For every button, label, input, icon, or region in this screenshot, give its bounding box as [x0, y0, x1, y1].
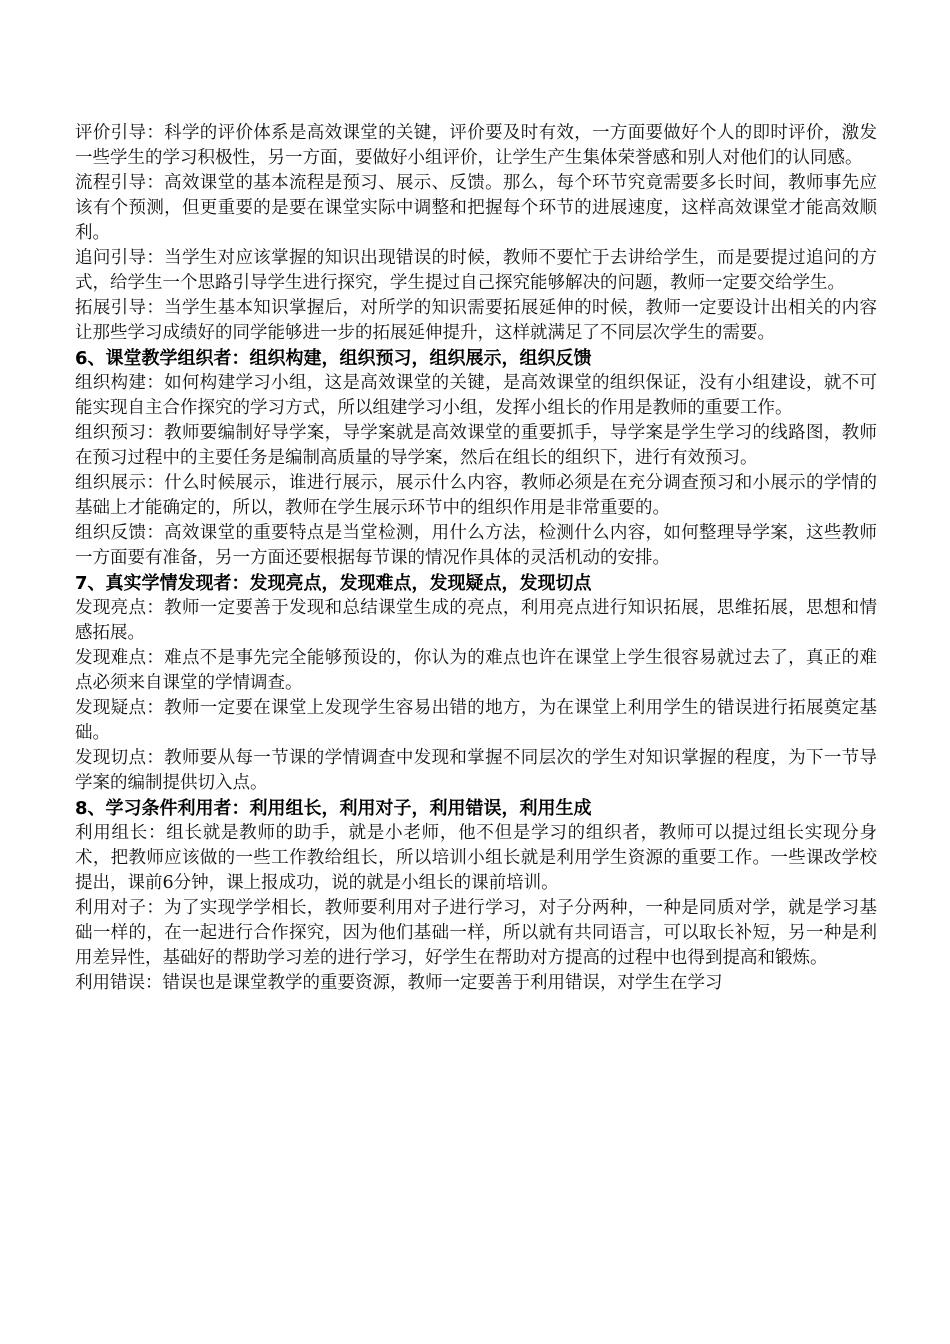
paragraph-use-pairs: 利用对子：为了实现学学相长，教师要利用对子进行学习，对子分两种，一种是同质对学，就是学习基础一样的，在一起进行合作探究，因为他们基础一样，所以就有共同语言，可以取长补短，另一种是利用差异性，基础好的帮助学习差的进行学习，好学生在帮助对方提高的过程中也得到提高和锻炼。	[75, 898, 877, 968]
paragraph-process-guidance: 流程引导：高效课堂的基本流程是预习、展示、反馈。那么，每个环节究竟需要多长时间，教师事先应该有个预测，但更重要的是要在课堂实际中调整和把握每个环节的进展速度，这样高效课堂才能高效顺利。	[75, 173, 877, 243]
paragraph-organize-preview: 组织预习：教师要编制好导学案，导学案就是高效课堂的重要抓手，导学案是学生学习的线路图，教师在预习过程中的主要任务是编制高质量的导学案，然后在组长的组织下，进行有效预习。	[75, 423, 877, 468]
paragraph-discover-doubts: 发现疑点：教师一定要在课堂上发现学生容易出错的地方，为在课堂上利用学生的错误进行拓展奠定基础。	[75, 698, 877, 743]
paragraph-organize-presentation: 组织展示：什么时候展示，谁进行展示，展示什么内容，教师必须是在充分调查预习和小展示的学情的基础上才能确定的，所以，教师在学生展示环节中的组织作用是非常重要的。	[75, 473, 877, 518]
paragraph-evaluation-guidance: 评价引导：科学的评价体系是高效课堂的关键，评价要及时有效，一方面要做好个人的即时评价，激发一些学生的学习积极性，另一方面，要做好小组评价，让学生产生集体荣誉感和别人对他们的认同感。	[75, 123, 877, 168]
paragraph-discover-highlights: 发现亮点：教师一定要善于发现和总结课堂生成的亮点，利用亮点进行知识拓展，思维拓展，思想和情感拓展。	[75, 598, 877, 643]
paragraph-organize-construction: 组织构建：如何构建学习小组，这是高效课堂的关键，是高效课堂的组织保证，没有小组建设，就不可能实现自主合作探究的学习方式，所以组建学习小组，发挥小组长的作用是教师的重要工作。	[75, 373, 877, 418]
section-heading-8: 8、学习条件利用者：利用组长，利用对子，利用错误，利用生成	[75, 798, 592, 819]
paragraph-use-group-leaders: 利用组长：组长就是教师的助手，就是小老师，他不但是学习的组织者，教师可以提过组长实现分身术，把教师应该做的一些工作教给组长，所以培训小组长就是利用学生资源的重要工作。一些课改学校提出，课前6分钟，课上报成功，说的就是小组长的课前培训。	[75, 823, 877, 893]
paragraph-organize-feedback: 组织反馈：高效课堂的重要特点是当堂检测，用什么方法，检测什么内容，如何整理导学案，这些教师一方面要有准备，另一方面还要根据每节课的情况作具体的灵活机动的安排。	[75, 523, 877, 568]
document-page	[75, 121, 877, 996]
section-heading-6: 6、课堂教学组织者：组织构建，组织预习，组织展示，组织反馈	[75, 348, 592, 369]
paragraph-extension-guidance: 拓展引导：当学生基本知识掌握后，对所学的知识需要拓展延伸的时候，教师一定要设计出相关的内容让那些学习成绩好的同学能够进一步的拓展延伸提升，这样就满足了不同层次学生的需要。	[75, 298, 877, 343]
paragraph-use-mistakes: 利用错误：错误也是课堂教学的重要资源，教师一定要善于利用错误，对学生在学习	[75, 973, 723, 993]
paragraph-discover-difficulties: 发现难点：难点不是事先完全能够预设的，你认为的难点也许在课堂上学生很容易就过去了，真正的难点必须来自课堂的学情调查。	[75, 648, 877, 693]
section-heading-7: 7、真实学情发现者：发现亮点，发现难点，发现疑点，发现切点	[75, 573, 592, 594]
paragraph-discover-entry-points: 发现切点：教师要从每一节课的学情调查中发现和掌握不同层次的学生对知识掌握的程度，为下一节导学案的编制提供切入点。	[75, 748, 877, 793]
paragraph-questioning-guidance: 追问引导：当学生对应该掌握的知识出现错误的时候，教师不要忙于去讲给学生，而是要提过追问的方式，给学生一个思路引导学生进行探究，学生提过自己探究能够解决的问题，教师一定要交给学生。	[75, 248, 877, 293]
